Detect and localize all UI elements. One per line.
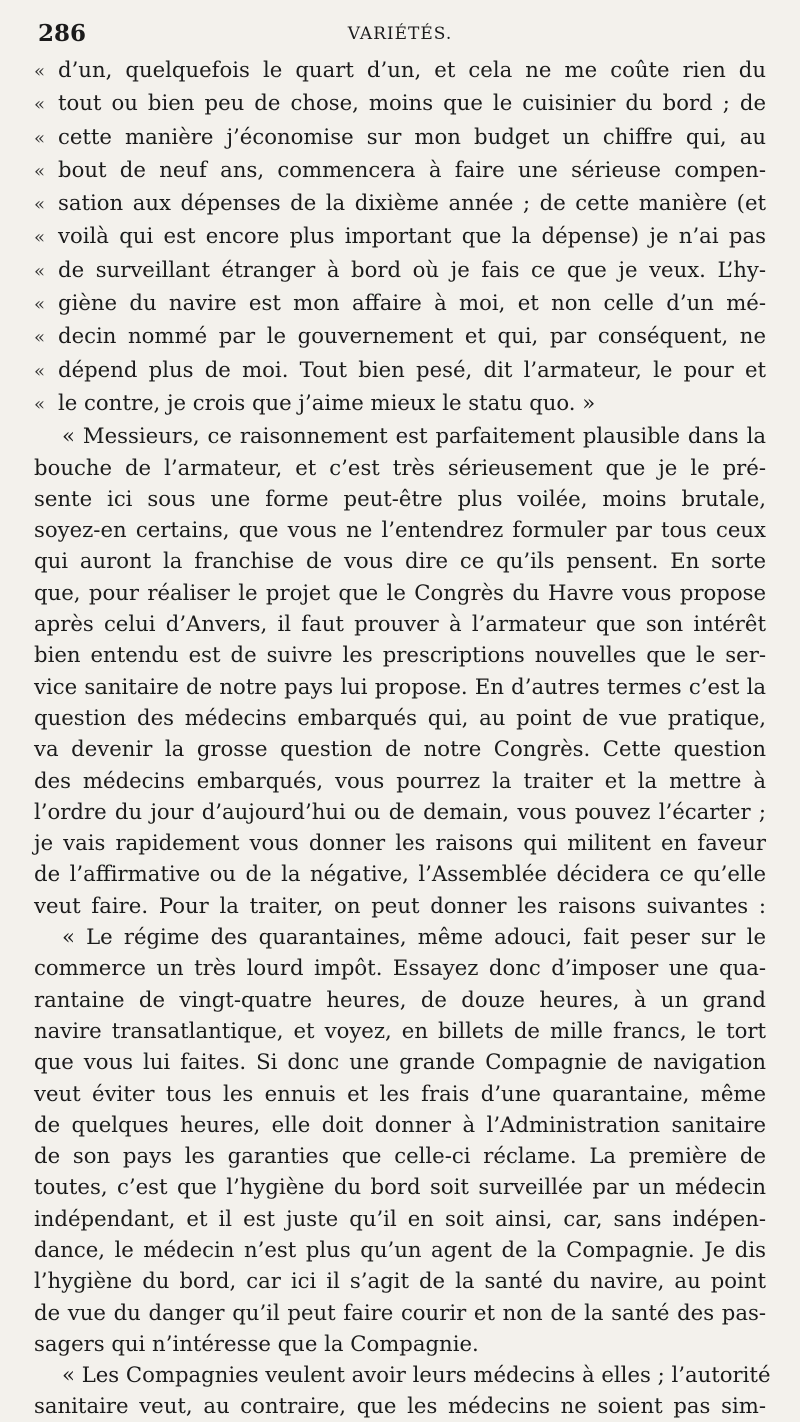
text-line — [34, 354, 766, 387]
text-line — [34, 87, 766, 120]
text-line — [34, 608, 766, 639]
line-text: va devenir la grosse question de notre Congrès. Cette question — [34, 736, 766, 762]
text-line — [34, 1015, 766, 1046]
text-line — [34, 890, 766, 921]
text-line — [34, 1171, 766, 1202]
quote-mark: « — [34, 294, 46, 316]
quote-mark: « — [34, 61, 46, 82]
quote-mark: « — [34, 160, 46, 182]
line-text: commerce un très lourd impôt. Essayez donc d’imposer une qua- — [34, 955, 766, 981]
text-line — [34, 1109, 766, 1140]
line-text: que vous lui faites. Si donc une grande Compagnie de navigation — [34, 1049, 766, 1075]
text-line — [34, 320, 766, 353]
line-text: question des médecins embarqués qui, au point de vue pratique, — [34, 704, 766, 730]
line-text: toutes, c’est que l’hygiène du bord soit surveillée par un médecin — [34, 1174, 766, 1200]
text-line — [34, 639, 766, 670]
line-text: l’hygiène du bord, car ici il s’agit de la santé du navire, au point — [34, 1268, 766, 1294]
line-text: d’un, quelquefois le quart d’un, et cela ne me coûte rien du — [58, 57, 766, 82]
text-line — [34, 827, 766, 858]
line-text: tout ou bien peu de chose, moins que le cuisinier du bord ; de — [58, 90, 766, 116]
line-text: bien entendu est de suivre les prescriptions nouvelles que le ser- — [34, 642, 766, 668]
line-text: sanitaire veut, au contraire, que les médecins ne soient pas sim- — [34, 1393, 766, 1419]
quote-mark: « — [34, 360, 46, 382]
body-text — [34, 54, 771, 1422]
text-line — [34, 858, 766, 889]
text-line — [34, 733, 766, 764]
line-text: l’ordre du jour d’aujourd’hui ou de demain, vous pouvez l’écarter ; — [34, 798, 766, 824]
text-line — [34, 1265, 766, 1296]
text-line — [34, 545, 766, 576]
text-line — [34, 702, 766, 733]
line-text: veut faire. Pour la traiter, on peut donner les raisons suivantes : — [34, 892, 766, 918]
line-text: de son pays les garanties que celle-ci réclame. La première de — [34, 1143, 766, 1169]
line-text: decin nommé par le gouvernement et qui, par conséquent, ne — [58, 323, 766, 349]
text-line — [34, 187, 766, 220]
line-text: de l’affirmative ou de la négative, l’Assemblée décidera ce qu’elle — [34, 861, 766, 887]
text-line — [34, 220, 766, 253]
page-number: 286 — [38, 20, 87, 47]
text-line — [34, 765, 766, 796]
text-line — [34, 671, 766, 702]
line-text: navire transatlantique, et voyez, en billets de mille francs, le tort — [34, 1017, 766, 1043]
text-line — [34, 452, 766, 483]
text-line — [34, 121, 766, 154]
line-text: que, pour réaliser le projet que le Congrès du Havre vous propose — [34, 579, 766, 605]
line-text: « Le régime des quarantaines, même adouci, fait peser sur le — [62, 924, 766, 950]
text-line — [34, 420, 766, 451]
text-line — [34, 483, 766, 514]
line-text: des médecins embarqués, vous pourrez la traiter et la mettre à — [34, 767, 766, 793]
line-text: « Les Compagnies veulent avoir leurs médecins à elles ; l’autorité — [62, 1362, 771, 1388]
running-head — [34, 20, 766, 52]
quote-mark: « — [34, 260, 46, 282]
line-text: indépendant, et il est juste qu’il en soit ainsi, car, sans indépen- — [34, 1205, 766, 1231]
text-line — [34, 1297, 766, 1328]
line-text: soyez-en certains, que vous ne l’entendrez formuler par tous ceux — [34, 517, 766, 543]
quote-mark: « — [34, 94, 46, 116]
quote-mark: « — [34, 127, 46, 149]
text-line — [34, 254, 766, 287]
line-text: le contre, je crois que j’aime mieux le statu quo. » — [58, 389, 596, 415]
running-title: VARIÉTÉS. — [347, 24, 453, 44]
text-line — [34, 1359, 771, 1390]
quote-mark: « — [34, 194, 46, 216]
text-line — [34, 796, 766, 827]
line-text: voilà qui est encore plus important que la dépense) je n’ai pas — [58, 223, 766, 249]
line-text: dance, le médecin n’est plus qu’un agent de la Compagnie. Je dis — [34, 1236, 766, 1262]
quote-mark: « — [34, 393, 46, 415]
line-text: après celui d’Anvers, il faut prouver à l’armateur que son intérêt — [34, 611, 766, 637]
line-text: de vue du danger qu’il peut faire courir et non de la santé des pas- — [34, 1299, 766, 1325]
text-line — [34, 54, 766, 87]
text-line — [34, 514, 766, 545]
text-line — [34, 1078, 766, 1109]
line-text: giène du navire est mon affaire à moi, et non celle d’un mé- — [58, 290, 766, 316]
text-line — [34, 577, 766, 608]
quote-mark: « — [34, 227, 46, 249]
text-line — [34, 1046, 766, 1077]
text-line — [34, 984, 766, 1015]
line-text: bout de neuf ans, commencera à faire une sérieuse compen- — [58, 156, 766, 182]
text-line — [34, 952, 766, 983]
text-line — [34, 1234, 766, 1265]
text-line — [34, 921, 766, 952]
line-text: rantaine de vingt-quatre heures, de douze heures, à un grand — [34, 986, 766, 1012]
text-line — [34, 1140, 766, 1171]
text-line — [34, 387, 766, 420]
line-text: veut éviter tous les ennuis et les frais d’une quarantaine, même — [34, 1080, 766, 1106]
line-text: dépend plus de moi. Tout bien pesé, dit l’armateur, le pour et — [58, 356, 766, 382]
line-text: bouche de l’armateur, et c’est très sérieusement que je le pré- — [34, 454, 766, 480]
line-text: sente ici sous une forme peut-être plus voilée, moins brutale, — [34, 485, 766, 511]
text-line — [34, 1203, 766, 1234]
line-text: sagers qui n’intéresse que la Compagnie. — [34, 1330, 479, 1356]
quote-mark: « — [34, 327, 46, 349]
line-text: sation aux dépenses de la dixième année ; de cette manière (et — [58, 190, 766, 216]
text-line — [34, 287, 766, 320]
text-line — [34, 1328, 766, 1359]
line-text: vice sanitaire de notre pays lui propose. En d’autres termes c’est la — [34, 673, 766, 699]
line-text: de surveillant étranger à bord où je fais ce que je veux. L’hy- — [58, 256, 766, 282]
line-text: « Messieurs, ce raisonnement est parfaitement plausible dans la — [62, 423, 766, 449]
text-line — [34, 1390, 766, 1421]
line-text: cette manière j’économise sur mon budget un chiffre qui, au — [58, 123, 766, 149]
line-text: qui auront la franchise de vous dire ce qu’ils pensent. En sorte — [34, 548, 766, 574]
line-text: je vais rapidement vous donner les raisons qui militent en faveur — [34, 830, 766, 856]
line-text: de quelques heures, elle doit donner à l’Administration sanitaire — [34, 1111, 766, 1137]
text-line — [34, 154, 766, 187]
